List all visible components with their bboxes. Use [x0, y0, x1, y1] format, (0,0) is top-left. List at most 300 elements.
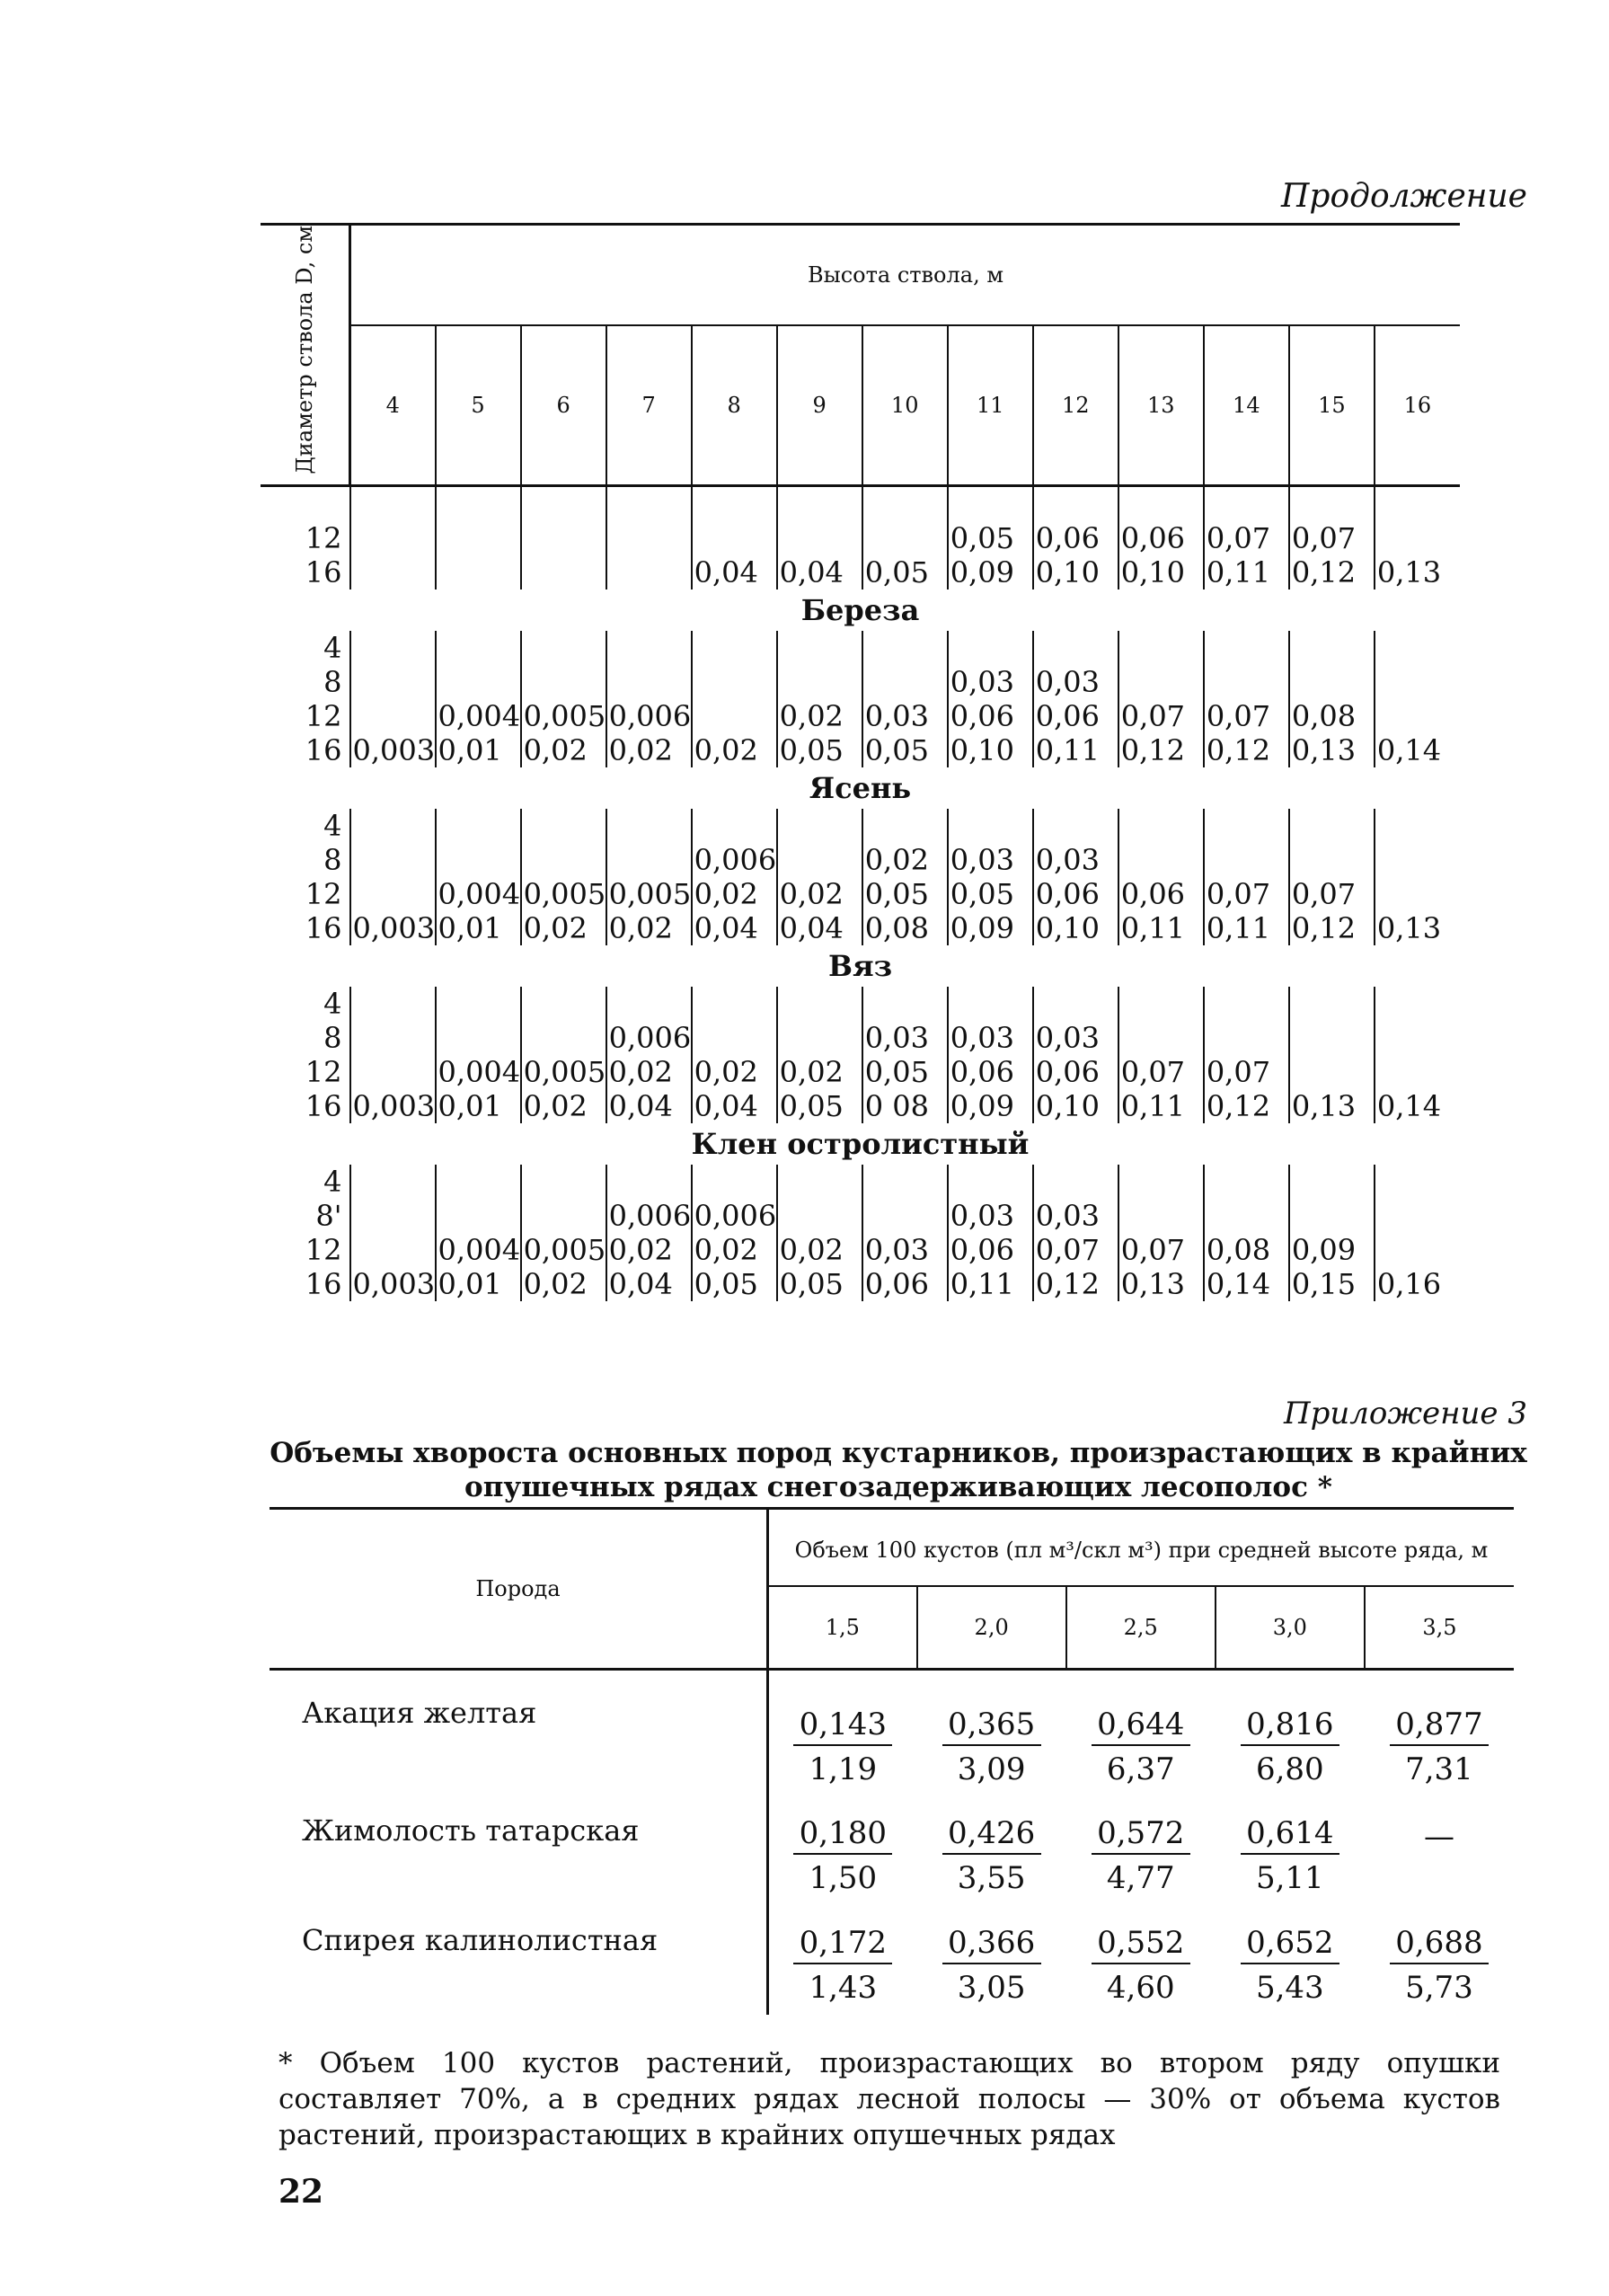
- diameter-value: 16: [305, 732, 342, 767]
- value-cell: [1375, 809, 1460, 945]
- cell-value: 0,07: [1291, 520, 1357, 555]
- cell-value: 0,03: [950, 1198, 1014, 1233]
- value-cell: [777, 987, 862, 1123]
- volume-cell: [1066, 1795, 1216, 1905]
- volume-cell: [1066, 1905, 1216, 2015]
- value-cell: [1375, 987, 1460, 1123]
- value-cell: [521, 987, 606, 1123]
- diameter-cell: [261, 809, 350, 945]
- value-cell: [436, 1165, 521, 1301]
- value-cell: [948, 485, 1033, 590]
- diameter-value: 8: [323, 842, 342, 877]
- cell-value: 0,003: [352, 1266, 436, 1301]
- value-cell: [1375, 631, 1460, 767]
- cell-value: 0,12: [1120, 732, 1186, 767]
- value-cell: [436, 631, 521, 767]
- dense-volume: 0,180: [793, 1815, 892, 1855]
- value-cell: [1289, 809, 1375, 945]
- diameter-value: 16: [305, 1266, 342, 1301]
- height-col-header: 3,5: [1365, 1586, 1514, 1670]
- height-col-header: 8: [692, 325, 777, 485]
- value-cell: [1118, 485, 1204, 590]
- stacked-volume: 6,37: [1106, 1751, 1175, 1787]
- table-row: [270, 1670, 1514, 1795]
- value-cell: [777, 809, 862, 945]
- stacked-volume: 1,50: [809, 1859, 878, 1896]
- cell-value: 0,06: [1035, 876, 1100, 911]
- volume-cell: [1365, 1905, 1514, 2015]
- cell-value: 0 08: [864, 1088, 929, 1123]
- value-cell: [948, 631, 1033, 767]
- cell-value: 0,08: [864, 910, 929, 945]
- height-col-header: 12: [1033, 325, 1118, 485]
- stacked-volume: 5,43: [1255, 1969, 1324, 2006]
- dense-volume: 0,426: [942, 1815, 1041, 1855]
- cell-value: 0,02: [608, 1232, 673, 1267]
- cell-value: 0,10: [950, 732, 1014, 767]
- value-cell: [1033, 1165, 1118, 1301]
- value-cell: [692, 1165, 777, 1301]
- height-col-header: 5: [436, 325, 521, 485]
- cell-value: 0,09: [950, 910, 1014, 945]
- volume-fraction: [942, 1706, 1041, 1787]
- cell-value: 0,15: [1291, 1266, 1357, 1301]
- stacked-volume: 4,60: [1106, 1969, 1175, 2006]
- height-col-header: 16: [1375, 325, 1460, 485]
- cell-value: 0,04: [694, 910, 758, 945]
- cell-value: 0,07: [1120, 1054, 1186, 1089]
- diameter-header: [261, 225, 350, 486]
- section-title: Вяз: [827, 948, 893, 983]
- value-cell: [1204, 631, 1289, 767]
- cell-value: 0,05: [779, 1088, 844, 1123]
- table-row: [261, 631, 1460, 767]
- value-cell: [777, 631, 862, 767]
- volume-fraction: [1390, 1706, 1489, 1787]
- value-cell: [1289, 631, 1375, 767]
- dense-volume: 0,877: [1390, 1706, 1489, 1746]
- value-cell: [1033, 809, 1118, 945]
- cell-value: 0,13: [1291, 1088, 1357, 1123]
- dense-volume: 0,365: [942, 1706, 1041, 1746]
- value-cell: [350, 1165, 436, 1301]
- cell-value: 0,05: [864, 1054, 929, 1089]
- cell-value: 0,06: [1120, 876, 1186, 911]
- diameter-value: 16: [305, 1088, 342, 1123]
- volume-cell: [768, 1905, 917, 2015]
- cell-value: 0,06: [1035, 1054, 1100, 1089]
- value-cell: [436, 987, 521, 1123]
- appendix-label: Приложение 3: [1283, 1396, 1527, 1432]
- species-name: Спирея калинолистная: [302, 1922, 659, 1957]
- volume-cell: [1216, 1795, 1365, 1905]
- height-col-header: 3,0: [1216, 1586, 1365, 1670]
- cell-value: 0,10: [1035, 554, 1100, 590]
- value-cell: [1033, 631, 1118, 767]
- cell-value: 0,004: [438, 1232, 521, 1267]
- cell-value: 0,07: [1206, 876, 1271, 911]
- cell-value: 0,13: [1120, 1266, 1186, 1301]
- cell-value: 0,05: [779, 1266, 844, 1301]
- cell-value: 0,03: [1035, 1198, 1100, 1233]
- table-row: [270, 1905, 1514, 2015]
- volume-group-header: Объем 100 кустов (пл м³/скл м³) при средней высоте ряда, м: [768, 1509, 1515, 1587]
- cell-value: 0,003: [352, 1088, 436, 1123]
- value-cell: [1118, 631, 1204, 767]
- cell-value: 0,04: [694, 1088, 758, 1123]
- cell-value: 0,06: [1035, 520, 1100, 555]
- cell-value: 0,02: [608, 910, 673, 945]
- value-cell: [1375, 485, 1460, 590]
- cell-value: 0,07: [1206, 1054, 1271, 1089]
- cell-value: 0,06: [864, 1266, 929, 1301]
- diameter-value: 4: [323, 808, 342, 843]
- stacked-volume: 3,09: [957, 1751, 1026, 1787]
- diameter-cell: [261, 631, 350, 767]
- diameter-value: 16: [305, 554, 342, 590]
- cell-value: 0,04: [608, 1088, 673, 1123]
- dense-volume: 0,816: [1241, 1706, 1339, 1746]
- diameter-cell: [261, 1165, 350, 1301]
- cell-value: 0,01: [438, 1266, 502, 1301]
- cell-value: 0,02: [779, 698, 844, 733]
- diameter-value: 12: [305, 1054, 342, 1089]
- volume-fraction: [942, 1925, 1041, 2006]
- cell-value: 0,07: [1035, 1232, 1100, 1267]
- cell-value: 0,03: [1035, 664, 1100, 699]
- cell-value: 0,11: [1035, 732, 1100, 767]
- value-cell: [1033, 485, 1118, 590]
- diameter-value: 4: [323, 986, 342, 1021]
- cell-value: 0,05: [864, 554, 929, 590]
- cell-value: 0,03: [950, 664, 1014, 699]
- cell-value: 0,02: [779, 1232, 844, 1267]
- volume-cell: [1216, 1670, 1365, 1795]
- height-col-header: 15: [1289, 325, 1375, 485]
- height-col-header: 2,5: [1066, 1586, 1216, 1670]
- value-cell: [777, 1165, 862, 1301]
- diameter-cell: [261, 987, 350, 1123]
- value-cell: [1289, 987, 1375, 1123]
- value-cell: [862, 987, 948, 1123]
- cell-value: 0,02: [694, 1054, 758, 1089]
- volume-fraction: [1241, 1706, 1339, 1787]
- stacked-volume: 3,55: [957, 1859, 1026, 1896]
- cell-value: 0,05: [694, 1266, 758, 1301]
- table-row: [261, 485, 1460, 590]
- cell-value: 0,02: [694, 732, 758, 767]
- value-cell: [862, 1165, 948, 1301]
- value-cell: [1289, 1165, 1375, 1301]
- height-col-header: 7: [606, 325, 692, 485]
- dense-volume: 0,644: [1092, 1706, 1190, 1746]
- height-col-header: 9: [777, 325, 862, 485]
- volume-cell: [768, 1795, 917, 1905]
- value-cell: [350, 631, 436, 767]
- height-col-header: 1,5: [768, 1586, 917, 1670]
- value-cell: [777, 485, 862, 590]
- dense-volume: 0,143: [793, 1706, 892, 1746]
- diameter-value: 8: [323, 1020, 342, 1055]
- cell-value: 0,02: [523, 910, 588, 945]
- section-title: Клен остролистный: [691, 1126, 1030, 1161]
- cell-value: 0,02: [779, 876, 844, 911]
- cell-value: 0,10: [1035, 910, 1100, 945]
- value-cell: [436, 485, 521, 590]
- cell-value: 0,01: [438, 732, 502, 767]
- value-cell: [1204, 1165, 1289, 1301]
- cell-value: 0,02: [864, 842, 929, 877]
- volume-cell: [768, 1670, 917, 1795]
- height-col-header: 11: [948, 325, 1033, 485]
- height-col-header: 10: [862, 325, 948, 485]
- cell-value: 0,05: [864, 876, 929, 911]
- diameter-value: 16: [305, 910, 342, 945]
- value-cell: [606, 631, 692, 767]
- cell-value: 0,006: [608, 1198, 692, 1233]
- value-cell: [1289, 485, 1375, 590]
- cell-value: 0,003: [352, 910, 436, 945]
- cell-value: 0,03: [864, 698, 929, 733]
- value-cell: [521, 631, 606, 767]
- volume-cell: [917, 1670, 1066, 1795]
- cell-value: 0,11: [1120, 1088, 1186, 1123]
- cell-value: 0,005: [608, 876, 692, 911]
- cell-value: 0,06: [950, 1232, 1014, 1267]
- cell-value: 0,006: [694, 1198, 777, 1233]
- diameter-value: 8: [323, 664, 342, 699]
- cell-value: 0,14: [1206, 1266, 1271, 1301]
- cell-value: 0,12: [1035, 1266, 1100, 1301]
- volume-fraction: [793, 1706, 892, 1787]
- cell-value: 0,02: [523, 1266, 588, 1301]
- dense-volume: 0,172: [793, 1925, 892, 1964]
- cell-value: 0,11: [950, 1266, 1014, 1301]
- cell-value: 0,06: [1120, 520, 1186, 555]
- value-cell: [862, 631, 948, 767]
- volume-fraction: [1241, 1925, 1339, 2006]
- section-title: Береза: [800, 592, 920, 627]
- volume-fraction: [1390, 1925, 1489, 2006]
- cell-value: 0,16: [1376, 1266, 1442, 1301]
- cell-value: 0,07: [1206, 520, 1271, 555]
- value-cell: [350, 987, 436, 1123]
- value-cell: [1118, 809, 1204, 945]
- species-name: Акация желтая: [302, 1696, 537, 1730]
- cell-value: 0,03: [950, 1020, 1014, 1055]
- table-row: [261, 987, 1460, 1123]
- cell-value: 0,03: [1035, 1020, 1100, 1055]
- cell-value: 0,006: [694, 842, 777, 877]
- value-cell: [1118, 1165, 1204, 1301]
- cell-value: 0,06: [950, 698, 1014, 733]
- dense-volume: 0,366: [942, 1925, 1041, 1964]
- cell-value: 0,006: [608, 1020, 692, 1055]
- cell-value: 0,05: [864, 732, 929, 767]
- cell-value: 0,13: [1376, 910, 1442, 945]
- cell-value: 0,08: [1206, 1232, 1271, 1267]
- shrub-volume-table: [270, 1507, 1514, 2015]
- cell-value: 0,02: [523, 1088, 588, 1123]
- cell-value: 0,12: [1291, 554, 1357, 590]
- species-header: Порода: [270, 1509, 768, 1670]
- cell-value: 0,03: [950, 842, 1014, 877]
- value-cell: [862, 809, 948, 945]
- value-cell: [862, 485, 948, 590]
- value-cell: [350, 485, 436, 590]
- diameter-cell: [261, 485, 350, 590]
- section-title: Ясень: [809, 770, 912, 805]
- value-cell: [1204, 809, 1289, 945]
- cell-value: 0,02: [608, 1054, 673, 1089]
- cell-value: 0,005: [523, 698, 606, 733]
- diameter-value: 12: [305, 876, 342, 911]
- value-cell: [606, 987, 692, 1123]
- cell-value: 0,01: [438, 910, 502, 945]
- height-col-header: 2,0: [917, 1586, 1066, 1670]
- volume-cell: [1216, 1905, 1365, 2015]
- value-cell: [1204, 485, 1289, 590]
- diameter-value: 4: [323, 1164, 342, 1199]
- cell-value: 0,10: [1120, 554, 1186, 590]
- diameter-value: 4: [323, 630, 342, 665]
- value-cell: [606, 809, 692, 945]
- diameter-value: 12: [305, 698, 342, 733]
- cell-value: 0,07: [1120, 1232, 1186, 1267]
- value-cell: [606, 1165, 692, 1301]
- cell-value: 0,03: [864, 1020, 929, 1055]
- volume-fraction: [1092, 1706, 1190, 1787]
- cell-value: 0,01: [438, 1088, 502, 1123]
- cell-value: 0,02: [608, 732, 673, 767]
- cell-value: 0,11: [1206, 554, 1271, 590]
- dense-volume: 0,688: [1390, 1925, 1489, 1964]
- height-col-header: 14: [1204, 325, 1289, 485]
- value-cell: [521, 485, 606, 590]
- cell-value: 0,004: [438, 1054, 521, 1089]
- value-cell: [692, 485, 777, 590]
- dense-volume: 0,572: [1092, 1815, 1190, 1855]
- diameter-value: 12: [305, 1232, 342, 1267]
- cell-value: 0,13: [1376, 554, 1442, 590]
- no-value-dash: —: [1423, 1818, 1454, 1855]
- value-cell: [692, 987, 777, 1123]
- diameter-header-label: Диаметр ствола D, см: [292, 226, 317, 474]
- value-cell: [521, 1165, 606, 1301]
- cell-value: 0,07: [1120, 698, 1186, 733]
- cell-value: 0,13: [1291, 732, 1357, 767]
- volume-fraction: [1241, 1815, 1339, 1896]
- cell-value: 0,004: [438, 876, 521, 911]
- cell-value: 0,05: [950, 876, 1014, 911]
- diameter-value: 12: [305, 520, 342, 555]
- volume-cell: [1365, 1670, 1514, 1795]
- cell-value: 0,05: [950, 520, 1014, 555]
- stacked-volume: 6,80: [1255, 1751, 1324, 1787]
- cell-value: 0,07: [1206, 698, 1271, 733]
- volume-cell: [1365, 1795, 1514, 1905]
- value-cell: [1118, 987, 1204, 1123]
- volume-fraction: [793, 1925, 892, 2006]
- cell-value: 0,12: [1291, 910, 1357, 945]
- cell-value: 0,11: [1120, 910, 1186, 945]
- continuation-label: Продолжение: [1281, 178, 1527, 215]
- cell-value: 0,04: [779, 910, 844, 945]
- species-name: Жимолость татарская: [302, 1813, 640, 1848]
- volume-cell: [1066, 1670, 1216, 1795]
- value-cell: [692, 809, 777, 945]
- cell-value: 0,005: [523, 1054, 606, 1089]
- stacked-volume: 5,73: [1405, 1969, 1473, 2006]
- cell-value: 0,12: [1206, 732, 1271, 767]
- stacked-volume: 5,11: [1255, 1859, 1324, 1896]
- cell-value: 0,11: [1206, 910, 1271, 945]
- value-cell: [436, 809, 521, 945]
- volume-cell: [917, 1905, 1066, 2015]
- cell-value: 0,006: [608, 698, 692, 733]
- stacked-volume: 7,31: [1405, 1751, 1473, 1787]
- volume-fraction: [1092, 1925, 1190, 2006]
- cell-value: 0,08: [1291, 698, 1357, 733]
- cell-value: 0,06: [1035, 698, 1100, 733]
- stacked-volume: 3,05: [957, 1969, 1026, 2006]
- value-cell: [1375, 1165, 1460, 1301]
- cell-value: 0,003: [352, 732, 436, 767]
- cell-value: 0,07: [1291, 876, 1357, 911]
- cell-value: 0,10: [1035, 1088, 1100, 1123]
- stacked-volume: 4,77: [1106, 1859, 1175, 1896]
- cell-value: 0,02: [779, 1054, 844, 1089]
- value-cell: [350, 809, 436, 945]
- cell-value: 0,14: [1376, 732, 1442, 767]
- dense-volume: 0,614: [1241, 1815, 1339, 1855]
- cell-value: 0,02: [694, 1232, 758, 1267]
- cell-value: 0,09: [950, 554, 1014, 590]
- table-row: [270, 1795, 1514, 1905]
- cell-value: 0,09: [950, 1088, 1014, 1123]
- tree-volume-table: [261, 223, 1460, 1301]
- value-cell: [1204, 987, 1289, 1123]
- cell-value: 0,02: [523, 732, 588, 767]
- cell-value: 0,004: [438, 698, 521, 733]
- cell-value: 0,03: [1035, 842, 1100, 877]
- cell-value: 0,06: [950, 1054, 1014, 1089]
- value-cell: [606, 485, 692, 590]
- cell-value: 0,005: [523, 876, 606, 911]
- height-col-header: 6: [521, 325, 606, 485]
- height-col-header: 4: [350, 325, 436, 485]
- page-number: 22: [278, 2173, 324, 2211]
- height-header: Высота ствола, м: [350, 225, 1461, 325]
- value-cell: [521, 809, 606, 945]
- height-col-header: 13: [1118, 325, 1204, 485]
- cell-value: 0,03: [864, 1232, 929, 1267]
- value-cell: [692, 631, 777, 767]
- table2-title: Объемы хвороста основных пород кустарников, произрастающих в крайних опушечных рядах снегозадерживающих лесополос *: [270, 1437, 1527, 1503]
- value-cell: [948, 987, 1033, 1123]
- table-row: [261, 809, 1460, 945]
- cell-value: 0,09: [1291, 1232, 1357, 1267]
- cell-value: 0,04: [694, 554, 758, 590]
- cell-value: 0,12: [1206, 1088, 1271, 1123]
- volume-cell: [917, 1795, 1066, 1905]
- cell-value: 0,005: [523, 1232, 606, 1267]
- volume-fraction: [1092, 1815, 1190, 1896]
- cell-value: 0,04: [608, 1266, 673, 1301]
- cell-value: 0,14: [1376, 1088, 1442, 1123]
- stacked-volume: 1,43: [809, 1969, 878, 2006]
- dense-volume: 0,552: [1092, 1925, 1190, 1964]
